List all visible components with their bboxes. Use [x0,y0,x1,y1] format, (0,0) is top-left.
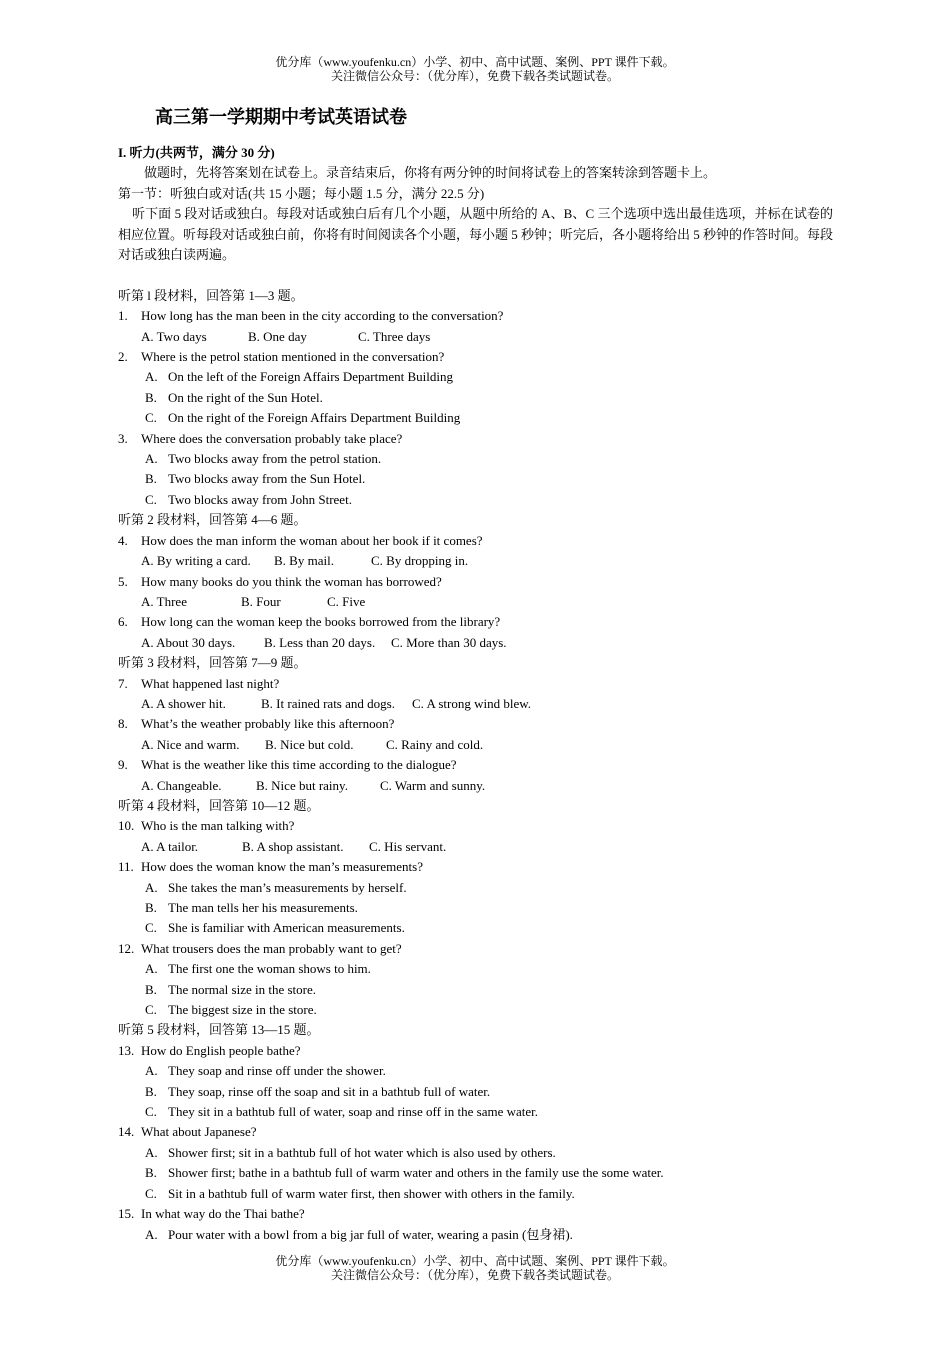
option-c: C. The biggest size in the store. [145,1002,317,1018]
question-number: 2. [118,349,128,365]
part1-heading: 第一节：听独白或对话(共 15 小题；每小题 1.5 分，满分 22.5 分) [118,185,485,201]
question-5 [118,572,833,592]
header-line-2: 关注微信公众号：（优分库），免费下载各类试题试卷。 [330,69,619,83]
question-number: 3. [118,430,128,446]
group-heading-2: 听第 2 段材料，回答第 4—6 题。 [118,512,307,528]
option-b: B. On the right of the Sun Hotel. [145,389,323,405]
question-number: 12. [118,940,135,956]
option-c: C. Sit in a bathtub full of warm water first, then shower with others in the family. [145,1185,575,1201]
question-9-options [118,776,833,796]
option-a: A. The first one the woman shows to him. [145,961,371,977]
question-text: What is the weather like this time according to the dialogue? [141,757,457,773]
option-b: B. A shop assistant. [242,838,344,854]
question-7-options [118,694,833,714]
option-b: B. Shower first; bathe in a bathtub full of warm water and others in the family use the some water. [145,1165,664,1181]
question-number: 8. [118,716,128,732]
option-a: A. Two blocks away from the petrol station. [145,451,382,467]
option-b: B. They soap, rinse off the soap and sit in a bathtub full of water. [145,1083,491,1099]
option-a: A. Nice and warm. [141,736,240,752]
question-text: How do English people bathe? [141,1042,301,1058]
question-number: 1. [118,308,128,324]
group-heading-5: 听第 5 段材料，回答第 13—15 题。 [118,1022,320,1038]
group-heading-4: 听第 4 段材料，回答第 10—12 题。 [118,797,320,813]
option-c: C. Two blocks away from John Street. [145,491,352,507]
option-b: B. It rained rats and dogs. [261,695,395,711]
question-4 [118,531,833,551]
question-number: 9. [118,757,128,773]
option-a: A. Two days [141,328,207,344]
option-a: A. By writing a card. [141,553,251,569]
option-a: A. About 30 days. [141,634,236,650]
option-c: C. On the right of the Foreign Affairs Department Building [145,410,461,426]
option-a: A. She takes the man’s measurements by herself. [145,879,407,895]
option-b: B. Nice but rainy. [256,777,348,793]
question-number: 10. [118,818,135,834]
option-b: B. Less than 20 days. [264,634,376,650]
question-1-options [118,327,833,347]
question-text: What trousers does the man probably want to get? [141,940,402,956]
option-c: C. His servant. [369,838,447,854]
group-heading-1: 听第 l 段材料，回答第 1—3 题。 [118,287,304,303]
question-number: 15. [118,1206,135,1222]
option-c: C. A strong wind blew. [412,695,532,711]
question-number: 7. [118,675,128,691]
question-2 [118,347,833,367]
question-text: How long has the man been in the city according to the conversation? [141,308,504,324]
option-a: A. A shower hit. [141,695,226,711]
question-7 [118,674,833,694]
question-12 [118,939,833,959]
option-b: B. One day [248,328,307,344]
exam-title: 高三第一学期期中考试英语试卷 [155,107,407,127]
option-c: C. She is familiar with American measurements. [145,920,405,936]
option-b: B. The normal size in the store. [145,981,317,997]
page-header [0,55,950,83]
option-c: C. More than 30 days. [391,634,507,650]
question-text: Who is the man talking with? [141,818,295,834]
question-text: How many books do you think the woman has borrowed? [141,573,442,589]
option-c: C. Rainy and cold. [386,736,484,752]
question-text: How does the woman know the man’s measurements? [141,859,423,875]
exam-content [118,143,833,1245]
question-15 [118,1204,833,1224]
question-text: Where is the petrol station mentioned in the conversation? [141,349,445,365]
question-4-options [118,551,833,571]
question-8 [118,714,833,734]
question-1 [118,306,833,326]
question-13 [118,1041,833,1061]
page-footer [0,1254,950,1282]
question-number: 14. [118,1124,135,1140]
question-text: How long can the woman keep the books borrowed from the library? [141,614,501,630]
option-c: C. By dropping in. [371,553,469,569]
question-text: In what way do the Thai bathe? [141,1206,305,1222]
option-b: B. Nice but cold. [265,736,354,752]
question-text: Where does the conversation probably take place? [141,430,403,446]
section-heading: I. 听力(共两节，满分 30 分) [118,145,275,160]
section-instruction: 做题时，先将答案划在试卷上。录音结束后，你将有两分钟的时间将试卷上的答案转涂到答题卡上。 [144,165,717,181]
option-a: A. A tailor. [141,838,199,854]
option-c: C. Warm and sunny. [380,777,486,793]
question-text: What’s the weather probably like this afternoon? [141,716,395,732]
header-line-1: 优分库（www.youfenku.cn）小学、初中、高中试题、案例、PPT 课件下载。 [275,55,675,69]
option-c: C. Five [327,593,366,609]
option-a: A. On the left of the Foreign Affairs Department Building [145,369,453,385]
footer-line-2: 关注微信公众号：（优分库），免费下载各类试题试卷。 [330,1268,619,1282]
option-c: C. They sit in a bathtub full of water, soap and rinse off in the same water. [145,1104,538,1120]
question-number: 5. [118,573,128,589]
footer-line-1: 优分库（www.youfenku.cn）小学、初中、高中试题、案例、PPT 课件下载。 [275,1254,675,1268]
question-14 [118,1122,833,1142]
option-a: A. Shower first; sit in a bathtub full of hot water which is also used by others. [145,1144,556,1160]
question-6 [118,612,833,632]
question-3 [118,429,833,449]
question-9 [118,755,833,775]
question-10 [118,816,833,836]
question-6-options [118,633,833,653]
option-a: A. They soap and rinse off under the shower. [145,1063,386,1079]
question-5-options [118,592,833,612]
option-a: A. Changeable. [141,777,222,793]
part1-description: 听下面 5 段对话或独白。每段对话或独白后有几个小题，从题中所给的 A、B、C 三个选项中选出最佳选项，并标在试卷的相应位置。听每段对话或独白前，你将有时间阅读各个小题，每小题 5 秒钟；听完后，各小题将给出 5 秒钟的作答时间。每段对话或独白读两遍。 [118,206,834,263]
option-b: B. Four [241,593,281,609]
option-b: B. The man tells her his measurements. [145,900,358,916]
question-text: How does the man inform the woman about her book if it comes? [141,532,483,548]
question-text: What happened last night? [141,675,280,691]
question-11 [118,857,833,877]
question-10-options [118,837,833,857]
question-number: 4. [118,532,128,548]
option-a: A. Three [141,593,187,609]
question-number: 6. [118,614,128,630]
option-a: A. Pour water with a bowl from a big jar full of water, wearing a pasin (包身裙). [145,1226,573,1242]
question-text: What about Japanese? [141,1124,257,1140]
option-c: C. Three days [358,328,431,344]
question-number: 13. [118,1042,135,1058]
question-8-options [118,735,833,755]
option-b: B. Two blocks away from the Sun Hotel. [145,471,366,487]
option-b: B. By mail. [274,553,334,569]
question-number: 11. [118,859,134,875]
group-heading-3: 听第 3 段材料，回答第 7—9 题。 [118,655,307,671]
